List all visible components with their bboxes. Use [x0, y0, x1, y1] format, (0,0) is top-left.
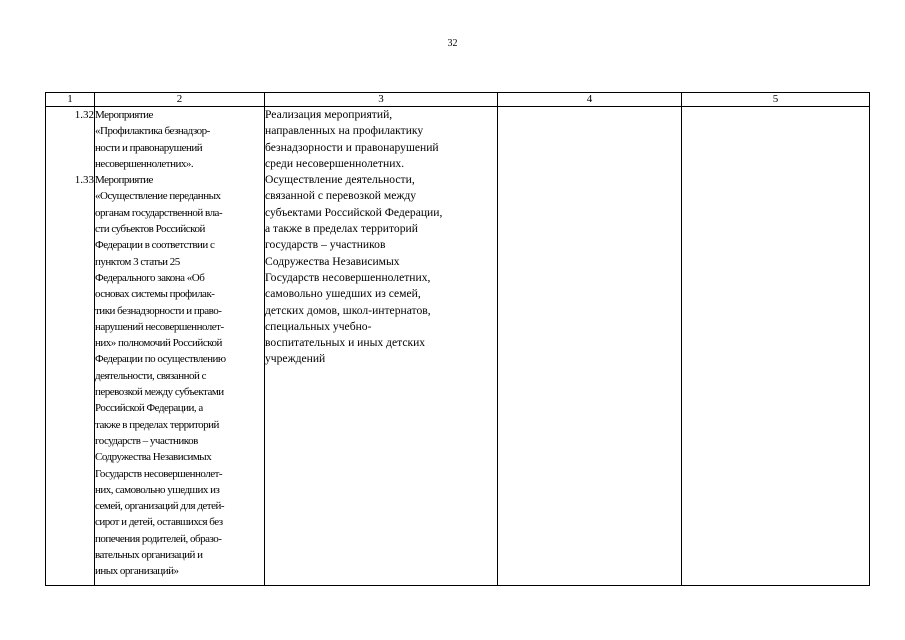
- text-line: воспитательных и иных детских: [265, 336, 426, 350]
- text-line: пунктом 3 статьи 25: [95, 255, 180, 268]
- text-line: ности и правонарушений: [95, 141, 203, 154]
- measure-name: [95, 107, 264, 172]
- text-line: Содружества Независимых: [95, 451, 212, 464]
- column-header: 3: [265, 93, 498, 107]
- measure-description: [265, 107, 497, 172]
- text-line: учреждений: [265, 352, 326, 366]
- text-line: них, самовольно ушедших из: [95, 483, 220, 496]
- text-line: Федерации в соответствии с: [95, 239, 215, 252]
- column-4-cell: [498, 107, 682, 586]
- text-line: основах системы профилак-: [95, 288, 215, 301]
- text-line: направленных на профилактику: [265, 124, 424, 138]
- text-line: а также в пределах территорий: [265, 222, 418, 236]
- text-line: связанной с перевозкой между: [265, 189, 417, 203]
- text-line: сти субъектов Российской: [95, 223, 205, 236]
- page-number: 32: [447, 38, 458, 49]
- text-line: сирот и детей, оставшихся без: [95, 516, 223, 529]
- measure-title: [95, 123, 264, 172]
- text-line: Федерального закона «Об: [95, 271, 205, 284]
- text-line: государств – участников: [265, 238, 386, 252]
- text-line: иных организаций»: [95, 565, 179, 578]
- text-line: Федерации по осуществлению: [95, 353, 226, 366]
- table-row: [46, 107, 870, 586]
- text-line: несовершеннолетних».: [95, 157, 194, 170]
- column-header: 5: [682, 93, 870, 107]
- text-line: безнадзорности и правонарушений: [265, 140, 439, 154]
- measure-type: Мероприятие: [95, 174, 153, 187]
- measures-table: [45, 92, 870, 586]
- text-line: «Осуществление переданных: [95, 190, 221, 203]
- row-spacer: [46, 123, 94, 172]
- row-number: 1.33: [74, 174, 94, 187]
- text-line: Содружества Независимых: [265, 254, 400, 268]
- text-line: нарушений несовершеннолет-: [95, 320, 224, 333]
- text-line: семей, организаций для детей-: [95, 500, 225, 513]
- text-line: Российской Федерации, а: [95, 402, 203, 415]
- text-line: самовольно ушедших из семей,: [265, 287, 421, 301]
- table-header-row: [46, 93, 870, 107]
- text-line: также в пределах территорий: [95, 418, 219, 431]
- measure-name: [95, 172, 264, 579]
- column-header: 2: [95, 93, 265, 107]
- text-line: специальных учебно-: [265, 319, 372, 333]
- text-line: «Профилактика безнадзор-: [95, 125, 210, 138]
- row-number-cell: [46, 107, 95, 586]
- text-line: государств – участников: [95, 434, 198, 447]
- column-header: 1: [46, 93, 95, 107]
- measure-description: [265, 172, 497, 368]
- text-line: Государств несовершеннолетних,: [265, 270, 431, 284]
- text-line: Государств несовершеннолет-: [95, 467, 223, 480]
- measure-name-cell: [95, 107, 265, 586]
- column-header: 4: [498, 93, 682, 107]
- text-line: Осуществление деятельности,: [265, 173, 415, 187]
- measure-description-cell: [265, 107, 498, 586]
- text-line: органам государственной вла-: [95, 206, 223, 219]
- text-line: них» полномочий Российской: [95, 337, 222, 350]
- measure-title: [95, 188, 264, 579]
- text-line: среди несовершеннолетних.: [265, 156, 405, 170]
- text-line: Реализация мероприятий,: [265, 108, 393, 121]
- text-line: вательных организаций и: [95, 549, 203, 562]
- measure-type: Мероприятие: [95, 109, 153, 121]
- text-line: деятельности, связанной с: [95, 369, 206, 382]
- text-line: попечения родителей, образо-: [95, 532, 222, 545]
- text-line: перевозкой между субъектами: [95, 386, 224, 399]
- text-line: субъектами Российской Федерации,: [265, 205, 443, 219]
- text-line: детских домов, школ-интернатов,: [265, 303, 431, 317]
- text-line: тики безнадзорности и право-: [95, 304, 222, 317]
- column-5-cell: [682, 107, 870, 586]
- row-number: 1.32: [74, 109, 94, 121]
